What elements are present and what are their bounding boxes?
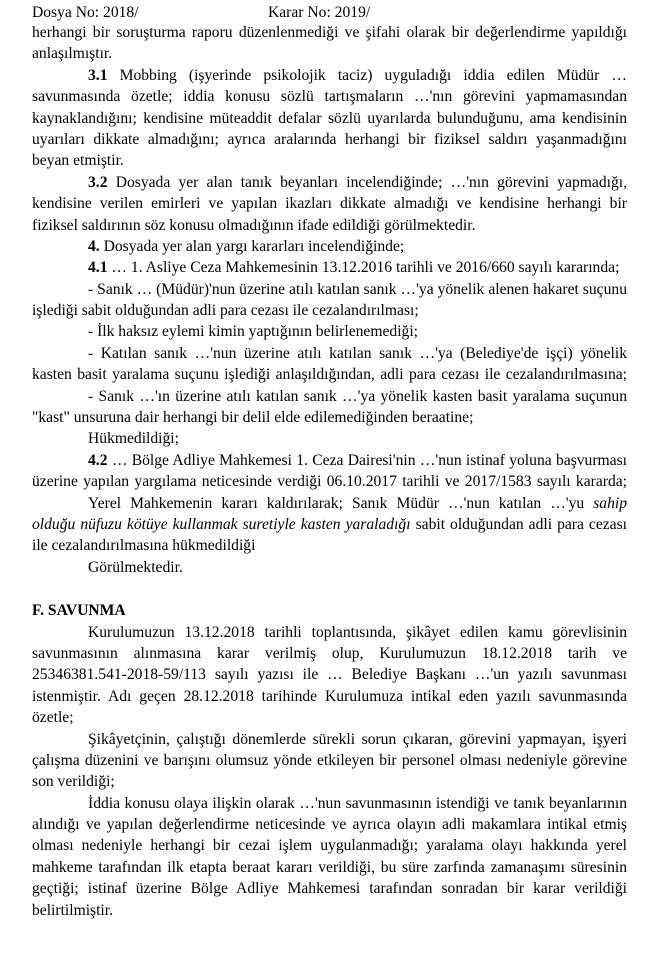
text-line: mahkeme tarafından ilk etapta beraat kararı verildiği, bu süre zarfında zamanaşımı süresinin [32, 858, 627, 876]
italic-phrase: olduğu nüfuzu kötüye kullanmak suretiyle kasten yaraladığı [32, 515, 411, 533]
text-line: uyarıları dikkate almadığını; ayrıca aralarında herhangi bir fiziksel saldırı yaşanmadığını [32, 130, 627, 148]
item-number: 4. [88, 237, 100, 255]
text-line: herhangi bir soruşturma raporu düzenlenmediği ve şifahi olarak bir değerlendirme yapıldığı [32, 24, 627, 41]
item-number: 4.2 [88, 451, 108, 469]
text-line: anlaşılmıştır. [32, 45, 113, 63]
text-line: Şikâyetçinin, çalıştığı dönemlerde sürekli sorun çıkaran, görevini yapmayan, işyeri [88, 730, 627, 748]
text-line: son verildiği; [32, 773, 115, 791]
text-line: savunmasında özetle; iddia konusu sözlü tartışmaların …'nın görevini yapmamasından [32, 88, 627, 106]
text-line: üzerine yapılan yargılama neticesinde verdiği 06.10.2017 tarihli ve 2017/1583 sayılı kararda; [32, 473, 627, 491]
text-line: kendisine verilen emirleri ve yapılan ikazları dikkate almadığı ve kendisine herhangi bir [32, 195, 627, 213]
paragraph-4-2-line: 4.2 … Bölge Adliye Mahkemesi 1. Ceza Dairesi'nin …'nun istinaf yoluna başvurması [88, 451, 627, 469]
text-line: özetle; [32, 709, 74, 727]
text-line: olması nedeniyle herhangi bir cezai işlem uygulanmadığı; yaralama olayı hakkında yerel [32, 837, 627, 855]
paragraph-4-line: 4. Dosyada yer alan yargı kararları incelendiğinde; [88, 237, 405, 255]
text-line: olduğu nüfuzu kötüye kullanmak suretiyle kasten yaraladığı sabit olduğundan adli para cezası [32, 515, 628, 533]
text-line: kasten basit yaralama suçunu işlediği anlaşıldığından, adli para cezası ile cezalandırılmasına; [32, 366, 627, 384]
section-heading: F. SAVUNMA [32, 602, 126, 620]
karar-no: Karar No: 2019/ [268, 4, 371, 21]
decision-item-line: - İlk haksız eylemi kimin yaptığının belirlenemediği; [88, 323, 418, 341]
text-line: istenmiştir. Adı geçen 28.12.2018 tarihinde Kurulumuza intikal eden yazılı savunmasında [32, 687, 627, 705]
text-line: Yerel Mahkemenin kararı kaldırılarak; Sanık Müdür …'nun katılan …'yu sahip [88, 494, 627, 512]
text-line: kaynaklandığını; kendisine müteaddit defalar sözlü uyarılarda bulunduğunu, ama kendisinin [32, 109, 627, 127]
decision-item-line: - Sanık …'ın üzerine atılı katılan sanık …'ya yönelik kasten basit yaralama suçunun [88, 387, 627, 405]
text-line: Görülmektedir. [88, 558, 183, 576]
item-number: 3.2 [88, 173, 108, 191]
text-line: fiziksel saldırının söz konusu olmadığının ifade edildiği görülmektedir. [32, 216, 476, 234]
text-line: "kast" unsuruna dair herhangi bir delil elde edilemediğinden beraatine; [32, 409, 474, 427]
italic-phrase: sahip [593, 494, 627, 512]
dosya-no: Dosya No: 2018/ [32, 4, 139, 21]
text-line: işlediği sabit olduğundan adli para cezası ile cezalandırılması; [32, 302, 419, 320]
text-line: çalışma düzenini ve barışını olumsuz yönde etkileyen bir personel olması nedeniyle görevine [32, 751, 627, 769]
text-line: 25346381.541-2018-59/113 sayılı yazısı ile … Belediye Başkanı …'un yazılı savunması [32, 666, 627, 684]
paragraph-3-1-line: 3.1 Mobbing (işyerinde psikolojik taciz) uyguladığı iddia edilen Müdür … [88, 66, 627, 84]
text-line: İddia konusu olaya ilişkin olarak …'nun savunmasının istendiği ve tanık beyanlarının [88, 794, 627, 812]
text-line: alındığı ve yapılan değerlendirme neticesinde ve ayrıca olayın adli makamlara intikal etmiş [32, 816, 627, 834]
document-body [32, 22, 627, 921]
item-number: 3.1 [88, 66, 108, 84]
section-spacer [32, 578, 627, 600]
text-line: Kurulumuzun 13.12.2018 tarihli toplantısında, şikâyet edilen kamu görevlisinin [88, 623, 627, 641]
item-number: 4.1 [88, 259, 108, 277]
text-line: belirtilmiştir. [32, 901, 113, 919]
decision-item-line: - Sanık … (Müdür)'nun üzerine atılı katılan sanık …'ya yönelik alenen hakaret suçunu [88, 280, 627, 298]
text-line: beyan etmiştir. [32, 152, 124, 170]
text-line: ile cezalandırılmasına hükmedildiği [32, 537, 256, 555]
text-line: geçtiği; istinaf üzerine Bölge Adliye Mahkemesi tarafından sonradan bir karar verildiği [32, 880, 627, 898]
paragraph-4-1-line: 4.1 … 1. Asliye Ceza Mahkemesinin 13.12.2016 tarihli ve 2016/660 sayılı kararında; [88, 259, 620, 277]
text-line: savunmasının alınmasına karar verilmiş olup, Kurulumuzun 18.12.2018 tarih ve [32, 644, 627, 662]
paragraph-3-2-line: 3.2 Dosyada yer alan tanık beyanları incelendiğinde; …'nın görevini yapmadığı, [88, 173, 627, 191]
hukum-line: Hükmedildiği; [88, 430, 179, 448]
decision-item-line: - Katılan sanık …'nun üzerine atılı katılan sanık …'ya (Belediye'de işçi) yönelik [88, 344, 627, 362]
